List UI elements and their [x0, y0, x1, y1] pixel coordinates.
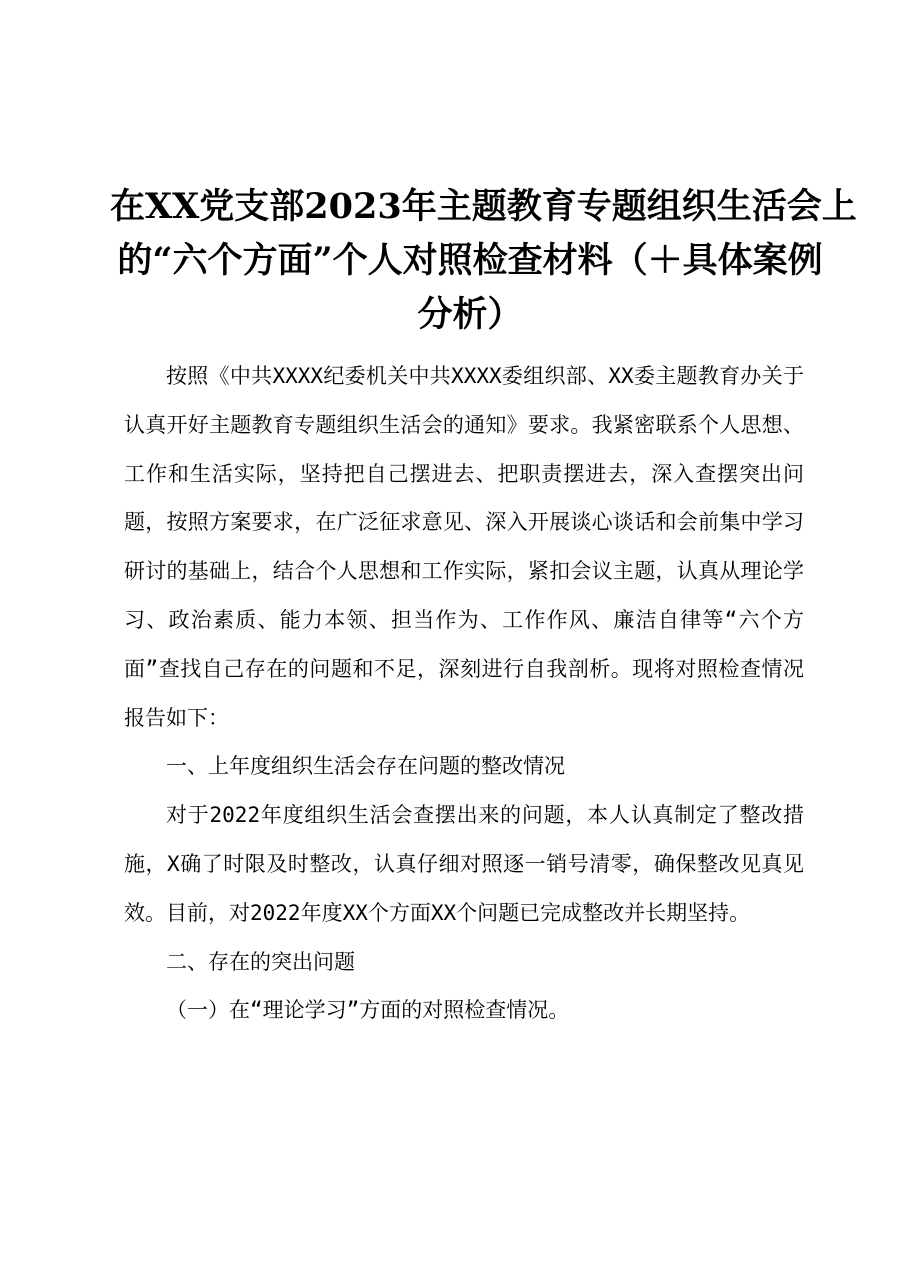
- document-title: [110, 180, 857, 342]
- title-line-1: 在XX党支部2023年主题教育专题组织生活会上: [110, 186, 857, 227]
- intro-paragraph: 按照《中共XXXX纪委机关中共XXXX委组织部、XX委主题教育办关于认真开好主题教育专题组织生活会的通知》要求。我紧密联系个人思想、工作和生活实际，坚持把自己摆进去、把职责摆进去，深入查摆突出问题，按照方案要求，在广泛征求意见、深入开展谈心谈话和会前集中学习研讨的基础上，结合个人思想和工作实际，紧扣会议主题，认真从理论学习、政治素质、能力本领、担当作为、工作作风、廉洁自律等“六个方面”查找自己存在的问题和不足，深刻进行自我剖析。现将对照检查情况报告如下：: [124, 364, 804, 730]
- section-heading-1: 一、上年度组织生活会存在问题的整改情况: [166, 754, 565, 779]
- document-body: [124, 352, 804, 1035]
- subsection-heading-1: （一）在“理论学习”方面的对照检查情况。: [166, 998, 570, 1023]
- title-line-3: 分析）: [417, 294, 523, 335]
- rectification-paragraph: 对于2022年度组织生活会查摆出来的问题，本人认真制定了整改措施，X确了时限及时整改，认真仔细对照逐一销号清零，确保整改见真见效。目前，对2022年度XX个方面XX个问题已完成整改并长期坚持。: [124, 803, 804, 925]
- title-line-2: 的“六个方面”个人对照检查材料（＋具体案例: [117, 240, 823, 281]
- section-heading-2: 二、存在的突出问题: [166, 949, 355, 974]
